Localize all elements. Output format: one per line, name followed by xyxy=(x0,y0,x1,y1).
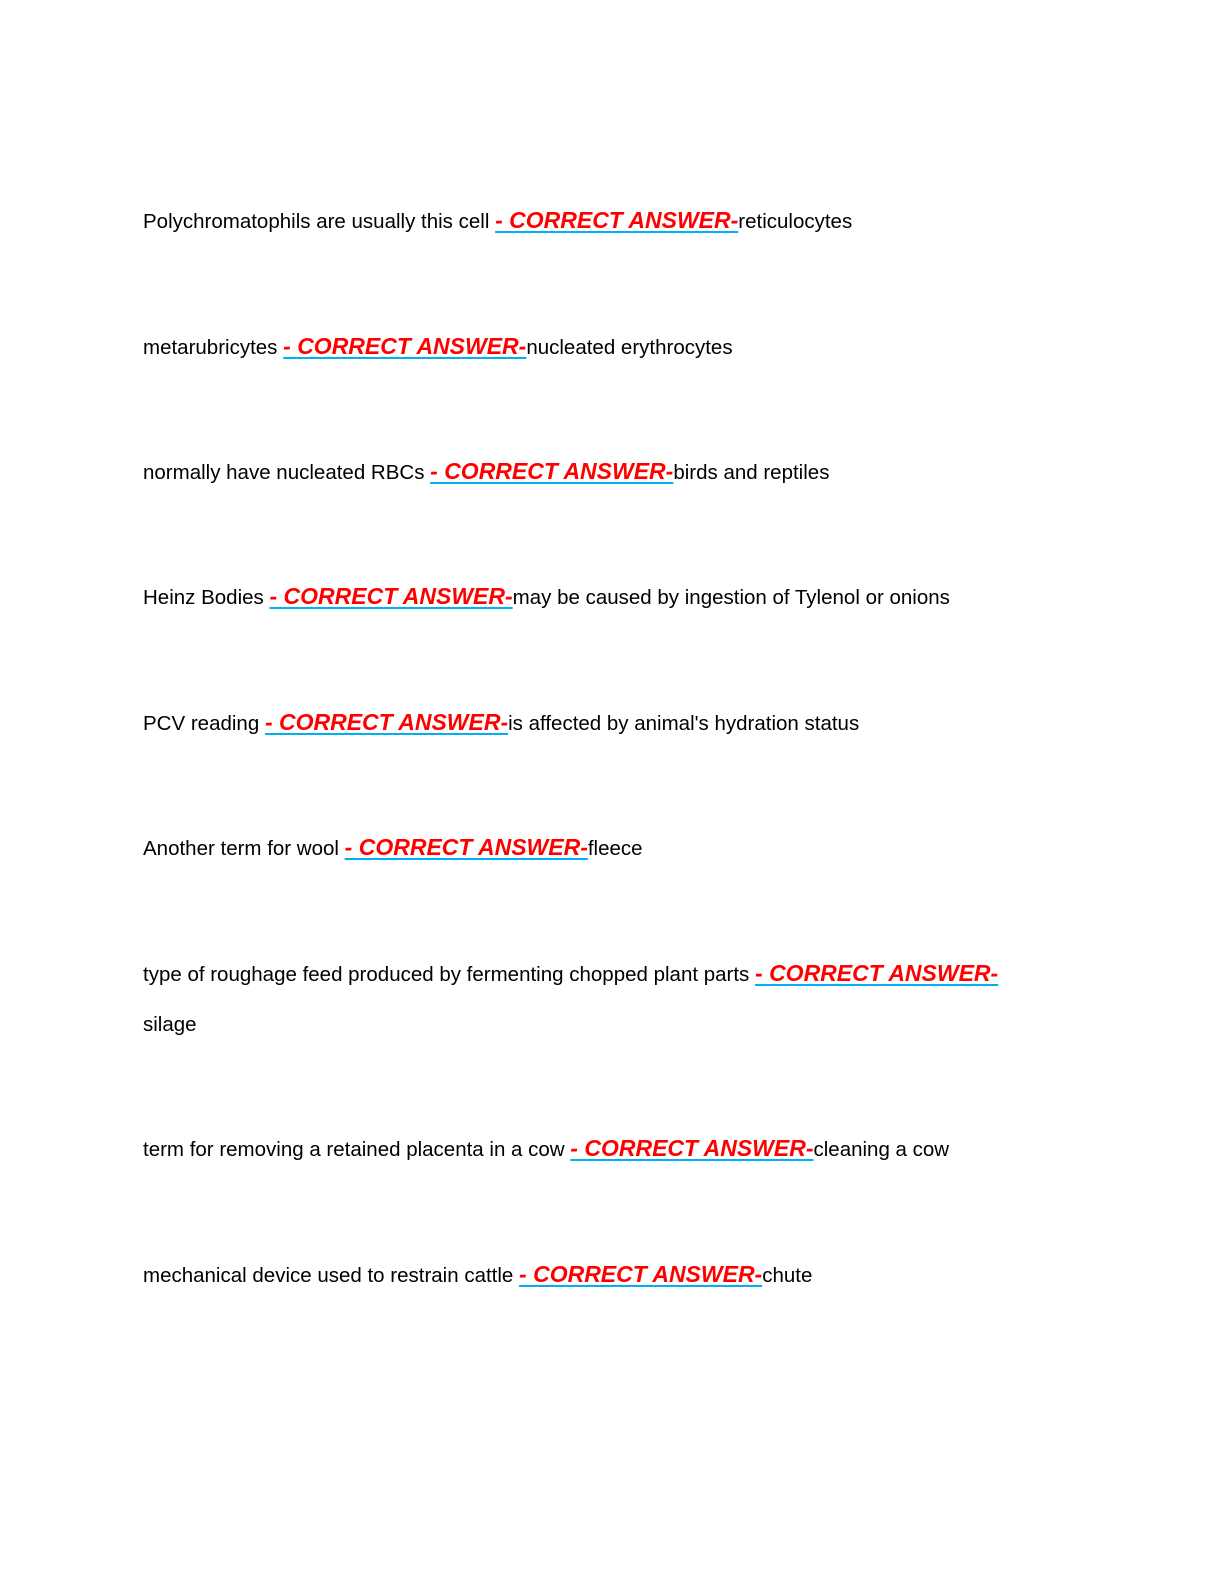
correct-answer-marker: - CORRECT ANSWER- xyxy=(570,1135,814,1161)
question-text: type of roughage feed produced by fermenting chopped plant parts xyxy=(143,963,756,986)
question-text: metarubricytes xyxy=(143,336,284,359)
answer-text: reticulocytes xyxy=(738,210,853,233)
qa-item xyxy=(143,446,1043,498)
correct-answer-marker: - CORRECT ANSWER- xyxy=(283,333,527,359)
correct-answer-marker: - CORRECT ANSWER- xyxy=(755,960,999,986)
correct-answer-marker: - CORRECT ANSWER- xyxy=(344,834,588,860)
correct-answer-marker: - CORRECT ANSWER- xyxy=(495,207,739,233)
question-text: term for removing a retained placenta in a cow xyxy=(143,1138,571,1161)
qa-item xyxy=(143,1249,1043,1301)
correct-answer-marker: - CORRECT ANSWER- xyxy=(264,709,509,735)
qa-item xyxy=(143,822,1043,874)
answer-text: birds and reptiles xyxy=(673,461,830,484)
question-text: Another term for wool xyxy=(143,837,345,860)
question-text: Heinz Bodies xyxy=(143,586,270,609)
correct-answer-marker: - CORRECT ANSWER- xyxy=(269,583,513,609)
qa-item xyxy=(143,321,1043,373)
qa-item xyxy=(143,1123,1043,1175)
qa-item xyxy=(143,195,1043,247)
correct-answer-marker: - CORRECT ANSWER- xyxy=(519,1261,763,1287)
answer-text: silage xyxy=(143,1013,197,1036)
answer-text: may be caused by ingestion of Tylenol or onions xyxy=(512,586,950,609)
answer-text: cleaning a cow xyxy=(813,1138,950,1161)
question-text: Polychromatophils are usually this cell xyxy=(143,210,496,233)
answer-text: nucleated erythrocytes xyxy=(526,336,733,359)
answer-text: fleece xyxy=(587,837,643,860)
answer-text: is affected by animal's hydration status xyxy=(508,712,860,735)
qa-item xyxy=(143,571,1043,623)
question-text: PCV reading xyxy=(143,712,265,735)
question-text: mechanical device used to restrain cattle xyxy=(143,1264,520,1287)
question-text: normally have nucleated RBCs xyxy=(143,461,431,484)
correct-answer-marker: - CORRECT ANSWER- xyxy=(430,458,674,484)
answer-text: chute xyxy=(762,1264,813,1287)
qa-item xyxy=(143,948,1043,1050)
qa-item xyxy=(143,697,1043,749)
